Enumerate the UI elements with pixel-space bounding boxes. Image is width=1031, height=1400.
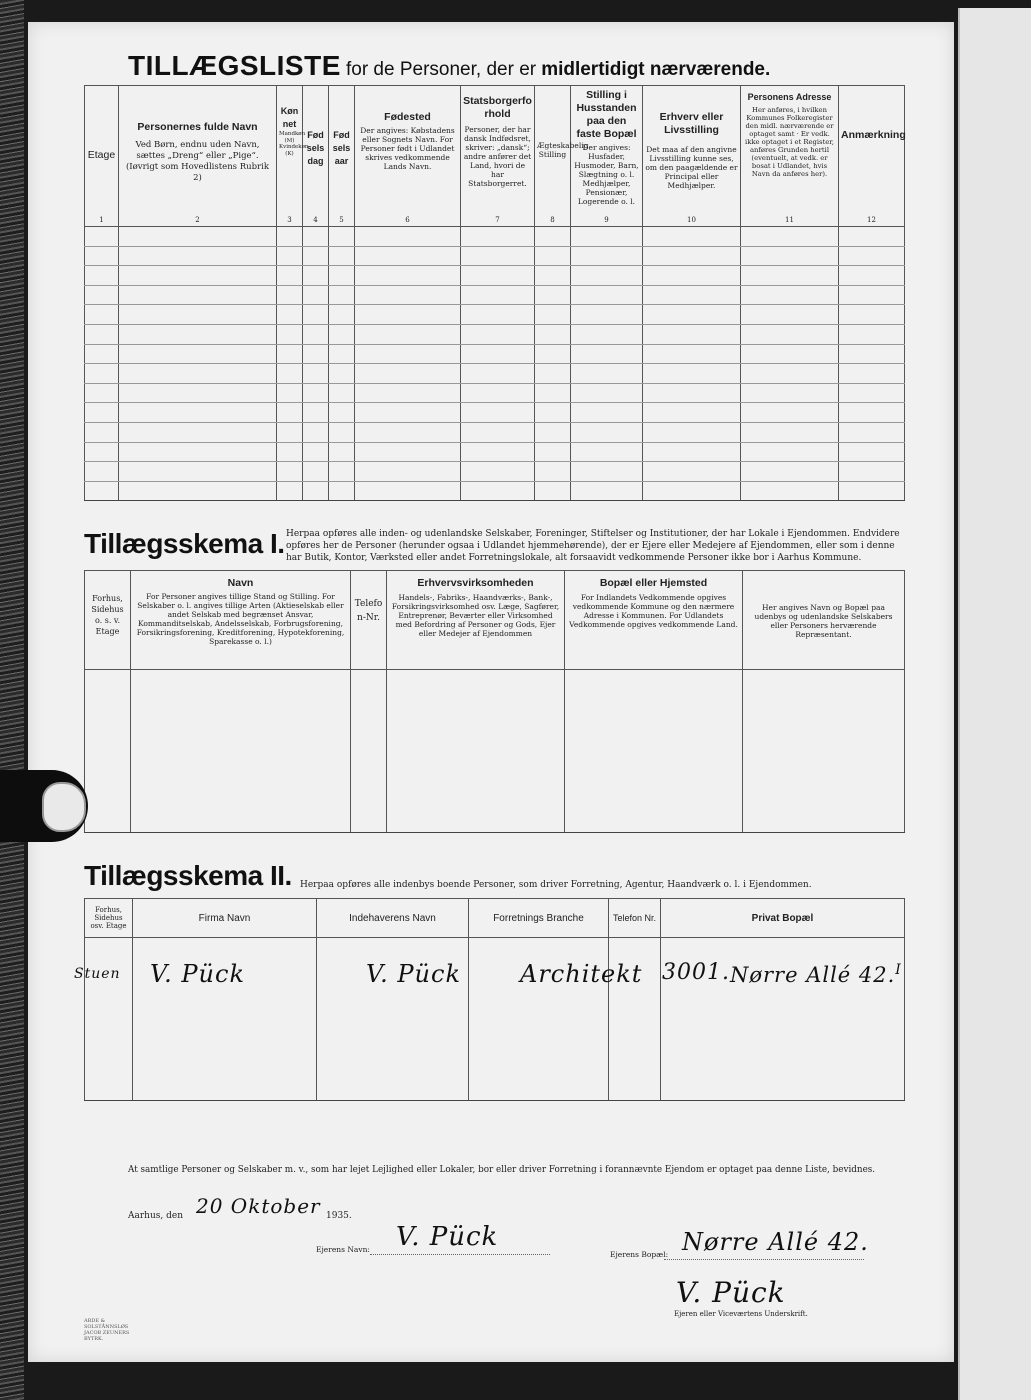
skema2-title: Tillægsskema II. — [84, 860, 292, 891]
thumb-nail — [42, 782, 86, 832]
entry-etage: Stuen — [74, 966, 121, 982]
skema2-table — [84, 898, 905, 1101]
footer-date: 20 Oktober — [196, 1194, 321, 1218]
footer-year: 1935. — [326, 1211, 352, 1221]
entry-branche: Architekt — [520, 960, 643, 988]
col-aegteskab: Ægteskabelig Stilling 8 — [535, 86, 571, 227]
entry-bopael-floor: I — [895, 962, 902, 978]
skema2-col-telefon: Telefon Nr. — [609, 899, 661, 938]
col-statsborger: Statsborgerforhold Personer, der har dansk Indfødsret, skriver: „dansk“; andre anfører det Land, hvori de har Statsborgerret. 7 — [461, 86, 535, 227]
skema1-title: Tillægsskema I. — [84, 528, 285, 559]
skema1-description: Herpaa opføres alle inden- og udenlandske Selskaber, Foreninger, Stiftelser og Institutioner, der har Lokale i Ejendommen. Endvidere opføres her de Personer (herunder ogsaa i Udlandet hjemmehørende), der er Ejere eller Medejere af Ejendommen, eller som i denne har Butik, Kontor, Værksted eller andet Forretningslokale, alt forsaavidt vedkommende Personer ikke bor i Aarhus Kommune. — [286, 529, 900, 563]
title-emphasis: midlertidigt nærværende. — [541, 59, 771, 80]
owner-address-label: Ejerens Bopæl: — [610, 1250, 669, 1259]
skema1-col-telefon: Telefon-Nr. — [351, 571, 387, 670]
entry-indehaver: V. Pück — [366, 960, 461, 988]
col-anmaerkning: Anmærkning 12 — [839, 86, 905, 227]
col-foedselsdag: Fødselsdag 4 — [303, 86, 329, 227]
page-title — [128, 50, 770, 82]
entry-bopael-address: Nørre Allé 42. — [730, 963, 896, 987]
title-middle: for de Personer, der er — [345, 59, 537, 80]
col-etage: Etage 1 — [85, 86, 119, 227]
title-main: TILLÆGSLISTE — [128, 50, 341, 81]
owner-address: Nørre Allé 42. — [682, 1228, 869, 1256]
col-koen: Kønnet Mandkøn (M) Kvindekøn (K) 3 — [277, 86, 303, 227]
skema2-col-branche: Forretnings Branche — [469, 899, 609, 938]
footer-place: Aarhus, den — [128, 1211, 183, 1221]
signature: V. Pück — [676, 1276, 786, 1309]
col-erhverv: Erhverv eller Livsstilling Det maa af den angivne Livsstilling kunne ses, om den paagældende er Principal eller Medhjælper. 10 — [643, 86, 741, 227]
skema1-col-navn: Navn For Personer angives tillige Stand og Stilling. For Selskaber o. l. angives tillige Arten (Aktieselskab eller andet Selskab med begrænset Ansvar, Kommanditselskab, Andelsselskab, Forbrugsforening, Forsikringsforening, Kreditforening, Hypotekforening, Sparekasse o. l.) — [131, 571, 351, 670]
skema2-col-firma: Firma Navn — [133, 899, 317, 938]
main-list-table — [84, 85, 905, 501]
skema2-description: Herpaa opføres alle indenbys boende Personer, som driver Forretning, Agentur, Haandværk o. l. i Ejendommen. — [300, 880, 812, 890]
owner-name-line — [370, 1254, 550, 1255]
skema1-table — [84, 570, 905, 833]
skema1-col-erhverv: Erhvervsvirksomheden Handels-, Fabriks-, Haandværks-, Bank-, Forsikringsvirksomhed osv. Læge, Sagfører, Entreprenør, Beværter eller Virksomhed med Befordring af Personer og Gods, Ejer eller Medejer af Ejendommen — [387, 571, 565, 670]
owner-address-line — [664, 1259, 864, 1260]
book-spine — [0, 0, 24, 1400]
skema1-col-etage: Forhus, Sidehus o. s. v. Etage — [85, 571, 131, 670]
owner-name-label: Ejerens Navn: — [316, 1245, 370, 1254]
adjacent-page — [958, 8, 1031, 1400]
skema2-col-indehaver: Indehaverens Navn — [317, 899, 469, 938]
skema2-col-bopael: Privat Bopæl — [661, 899, 905, 938]
col-adresse: Personens Adresse Her anføres, i hvilken Kommunes Folkeregister den midl. nærværende er optaget samt · Er vedk. ikke optaget i et Register, anføres Grunden hertil (eventuelt, at vedk. er bosat i Udlandet, hvis Navn da anføres her). 11 — [741, 86, 839, 227]
owner-name: V. Pück — [396, 1222, 499, 1252]
entry-telefon: 3001. — [662, 960, 730, 985]
skema1-col-repraesentant: Her angives Navn og Bopæl paa udenbys og udenlandske Selskabers eller Personers herværende Repræsentant. — [743, 571, 905, 670]
col-foedselsaar: Fødselsaar 5 — [329, 86, 355, 227]
footer-statement: At samtlige Personer og Selskaber m. v., som har lejet Lejlighed eller Lokaler, bor eller driver Forretning i forannævnte Ejendom er optaget paa denne Liste, bevidnes. — [128, 1165, 876, 1175]
skema1-col-bopael: Bopæl eller Hjemsted For Indlandets Vedkommende opgives vedkommende Kommune og den nærmere Adresse i Kommunen. For Udlandets Vedkommende opgives vedkommende Land. — [565, 571, 743, 670]
col-stilling: Stilling i Husstanden paa den faste Bopæl Der angives: Husfader, Husmoder, Barn, Slægtning o. l. Medhjælper, Pensionær, Logerende o. l. 9 — [571, 86, 643, 227]
printer-mark: ARDE & SOLSTÅNNSLØS JACOB ZEUNERS BYTRK. — [84, 1318, 130, 1342]
col-foedested: Fødested Der angives: Købstadens eller Sognets Navn. For Personer født i Udlandet skrives vedkommende Lands Navn. 6 — [355, 86, 461, 227]
entry-firma: V. Pück — [150, 960, 245, 988]
col-navn: Personernes fulde Navn Ved Børn, endnu uden Navn, sættes „Dreng“ eller „Pige“. (Iøvrigt som Hovedlistens Rubrik 2) 2 — [119, 86, 277, 227]
skema2-col-etage: Forhus, Sidehus osv. Etage — [85, 899, 133, 938]
signature-label: Ejeren eller Viceværtens Underskrift. — [674, 1310, 808, 1318]
entry-bopael — [730, 962, 902, 987]
